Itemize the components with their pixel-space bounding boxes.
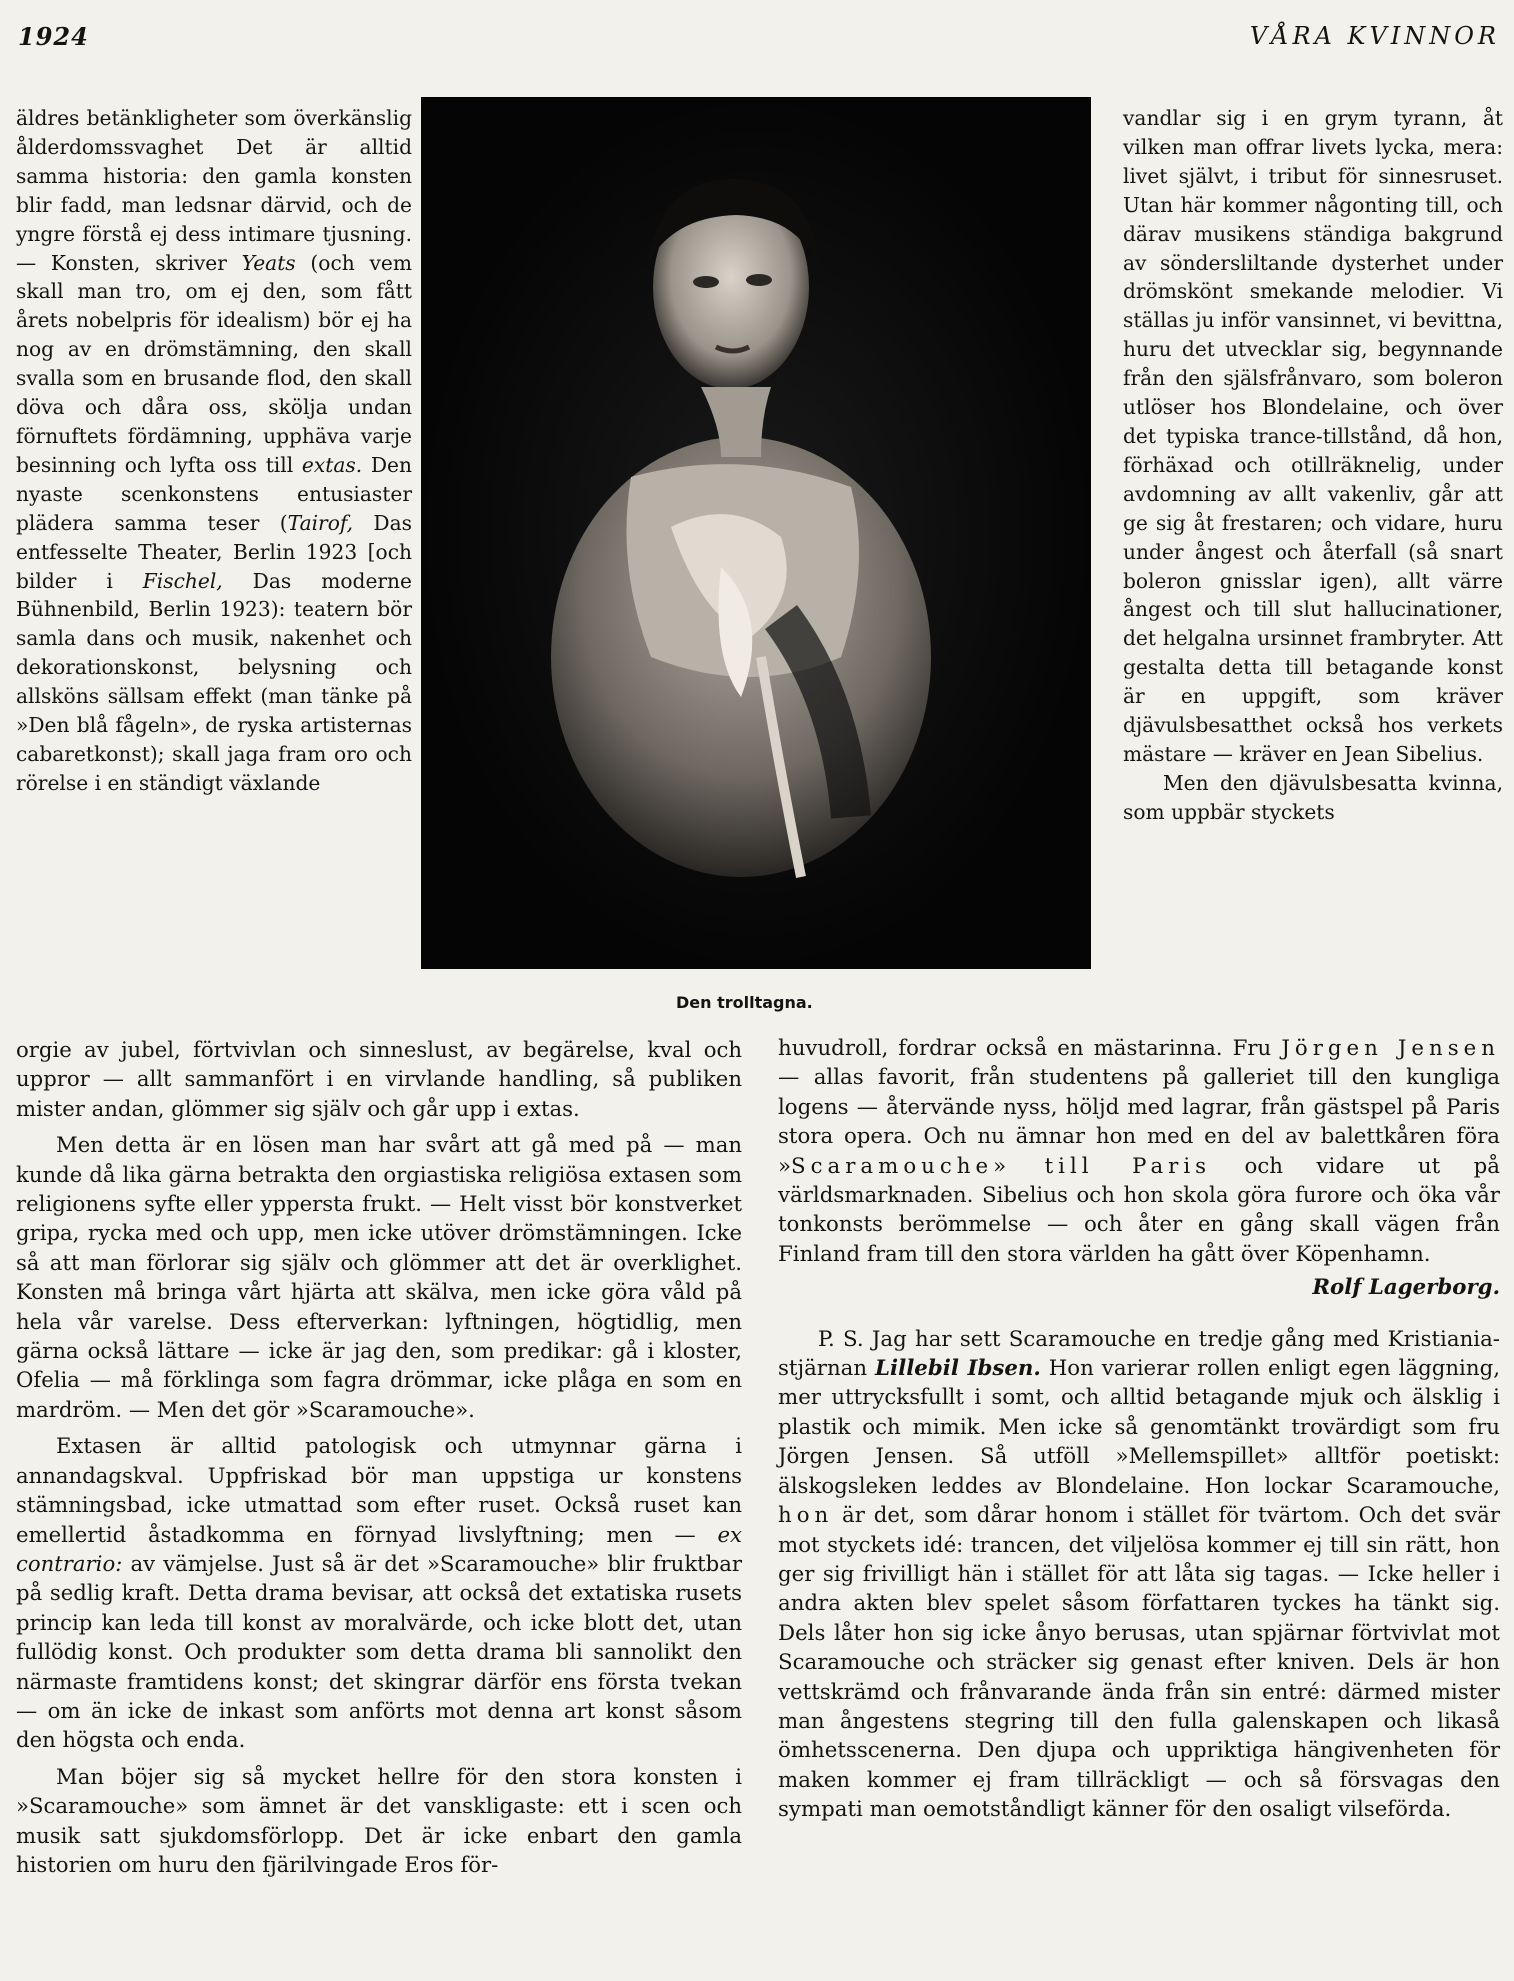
article-bottom-left xyxy=(16,1035,742,1886)
postscript xyxy=(778,1325,1500,1825)
photo-illustration xyxy=(421,97,1091,969)
text-run: ex contrario: xyxy=(16,1521,742,1576)
article-bottom-right xyxy=(778,1034,1500,1825)
page-number: 1924 xyxy=(18,22,89,51)
text-run: Jörgen Jensen xyxy=(1281,1036,1500,1061)
text-run: (och vem skall man tro, om ej den, som fått årets nobelpris för idealism) bör ej ha nog av en drömstämning, den skall svalla som en brusande flod, den skall döva och dåra oss, skölja undan förnuftets fördämning, upphäva varje besinning och lyfta oss till xyxy=(16,250,412,477)
paragraph: orgie av jubel, förtvivlan och sinneslust, av begärelse, kval och uppror — allt sammanfört i en virvlande handling, så publiken mister andan, glömmer sig själv och går upp i extas. xyxy=(16,1037,742,1121)
article-column-right xyxy=(1123,104,1503,827)
paragraph: Man böjer sig så mycket hellre för den stora konsten i »Scaramouche» som ämnet är det vanskligaste: ett i scen och musik satt sjukdomsförlopp. Det är icke enbart den gamla historien om huru den fjärilvingade Eros för- xyxy=(16,1763,742,1877)
text-run: Den nyaste scenkonstens entusiaster plädera samma teser ( xyxy=(16,452,412,535)
portrait-photograph xyxy=(421,97,1091,969)
text-run: — allas favorit, från studentens på galleriet till den kungliga logens — återvände nyss, höljd med lagrar, från gästspel på Paris stora opera. Och nu ämnar hon med en del av balettkåren föra » xyxy=(778,1065,1500,1179)
paragraph: Men den djävulsbesatta kvinna, som uppbär styckets xyxy=(1123,770,1503,824)
text-run: och vidare ut på världsmarknaden. Sibelius och hon skola göra furore och öka vår tonkonsts berömmelse — och åter en gång skall vägen från Finland fram till den stora världen ha gått över Köpenhamn. xyxy=(778,1153,1500,1267)
text-run: Yeats xyxy=(241,250,296,275)
text-run: av vämjelse. Just så är det »Scaramouche» blir fruktbar på sedlig kraft. Detta drama bevisar, att också det extatiska rusets princip kan leda till konst av moralvärde, och icke blott det, utan fullödig konst. Och produkter som detta drama bli sannolikt den närmaste framtidens konst; det skingrar därför ens första tvekan — om än icke de inkast som anförts mot denna art konst såsom den högsta och enda. xyxy=(16,1550,742,1753)
paragraph xyxy=(16,1431,742,1754)
text-run: är det, som dårar honom i stället för tvärtom. Och det svär mot styckets idé: trancen, det viljelösa kommer ej till sin rätt, hon ger sig frivilligt hän i stället för att låta sig tagas. — Icke heller i andra akten blev spelet såsom författaren tyckes ha tänkt sig. Dels låter hon sig icke ånyo berusas, utan spjärnar förtvivlat mot Scaramouche och sträcker sig genast efter kniven. Dels är hon vettskrämd och frånvarande ända från sin entré: därmed mister man ångestens stegring till den fulla galenskapen och likaså ömhetsscenerna. Den djupa och uppriktiga hängivenheten för maken kommer ej fram tillräckligt — och så försvagas den sympati man oemotståndligt känner för den osaligt vilseförda. xyxy=(778,1503,1500,1823)
text-run: Extasen är alltid patologisk och utmynnar gärna i annandagskval. Uppfriskad bör man uppstiga ur konstens stämningsbad, icke utmattad som efter ruset. Också ruset kan emellertid åstadkomma en förnyad livslyftning; men — xyxy=(16,1433,742,1547)
text-run: hon xyxy=(778,1503,834,1529)
magazine-title: VÅRA KVINNOR xyxy=(1249,22,1500,50)
text-run: P. S. Jag har sett Scaramouche en tredje gång med Kristiania-stjärnan xyxy=(778,1326,1500,1382)
text-run: Tairof, xyxy=(287,510,354,535)
text-run: Das entfesselte Theater, Berlin 1923 [och bilder i xyxy=(16,510,412,593)
text-run: äldres betänkligheter som överkänslig ålderdomssvaghet Det är alltid samma historia: den gamla konsten blir fadd, man ledsnar därvid, och de yngre förstå ej dess intimare tjusning. — Konsten, skriver xyxy=(16,106,412,275)
text-run: Fischel, xyxy=(142,568,223,593)
paragraph: vandlar sig i en grym tyrann, åt vilken man offrar livets lycka, mera: livet självt, i tribut för sinnesruset. Utan här kommer någonting till, och därav musikens ständiga bakgrund av söndersliltande dysterhet under drömskönt smekande melodier. Vi ställas ju inför vansinnet, vi bevittna, huru det utvecklar sig, begynnande från den själsfrånvaro, som boleron utlöser hos Blondelaine, och över det typiska trance-tillstånd, då hon, förhäxad och otillräknelig, under avdomning av allt vakenliv, går att ge sig åt frestaren; och vidare, huru under ångest och återfall (så snart boleron gnisslar igen), allt värre ångest och till slut hallucinationer, det helgalna ursinnet frambryter. Att gestalta detta till betagande konst är en uppgift, som kräver djävulsbesatthet också hos verkets mästare — kräver en Jean Sibelius. xyxy=(1123,106,1503,766)
text-run: Hon varierar rollen enligt egen läggning, mer uttrycksfullt i somt, och alltid betagande mjuk och älsklig i plastik och mimik. Men icke så genomtänkt trovärdigt som fru Jörgen Jensen. Så utföll »Mellemspillet» alltför poetiskt: älskogsleken leddes av Blondelaine. Hon lockar Scaramouche, xyxy=(778,1356,1500,1499)
text-run: Scaramouche» xyxy=(791,1153,1012,1179)
text-run: till Paris xyxy=(1044,1153,1212,1179)
text-run: huvudroll, fordrar också en mästarinna. Fru xyxy=(778,1036,1282,1061)
paragraph xyxy=(778,1034,1500,1269)
author-signature: Rolf Lagerborg. xyxy=(1312,1275,1500,1301)
article-column-left xyxy=(16,104,412,798)
photo-caption: Den trolltagna. xyxy=(676,993,813,1012)
text-run: Das moderne Bühnenbild, Berlin 1923): teatern bör samla dans och musik, nakenhet och dekorationskonst, belysning och allsköns sällsam effekt (man tänke på »Den blå fågeln», de ryska artisternas cabaretkonst); skall jaga fram oro och rörelse i en ständigt växlande xyxy=(16,568,412,795)
text-run: Lillebil Ibsen. xyxy=(875,1356,1041,1382)
text-run: extas. xyxy=(301,452,363,477)
paragraph: Men detta är en lösen man har svårt att gå med på — man kunde då lika gärna betrakta den orgiastiska religiösa extasen som religionens syfte eller yppersta frukt. — Helt visst bör konstverket gripa, rycka med och upp, men icke utöver drömstämningen. Icke så att man förlorar sig själv och glömmer att det är overklighet. Konsten må bringa vårt hjärta att skälva, men icke göra våld på hela vår varelse. Dess efterverkan: lyftningen, högtidlig, men gärna också lättare — icke är jag den, som predikar: gå i kloster, Ofelia — må förklinga som fagra drömmar, icke plåga en som en mardröm. — Men det gör »Scaramouche». xyxy=(16,1132,742,1422)
